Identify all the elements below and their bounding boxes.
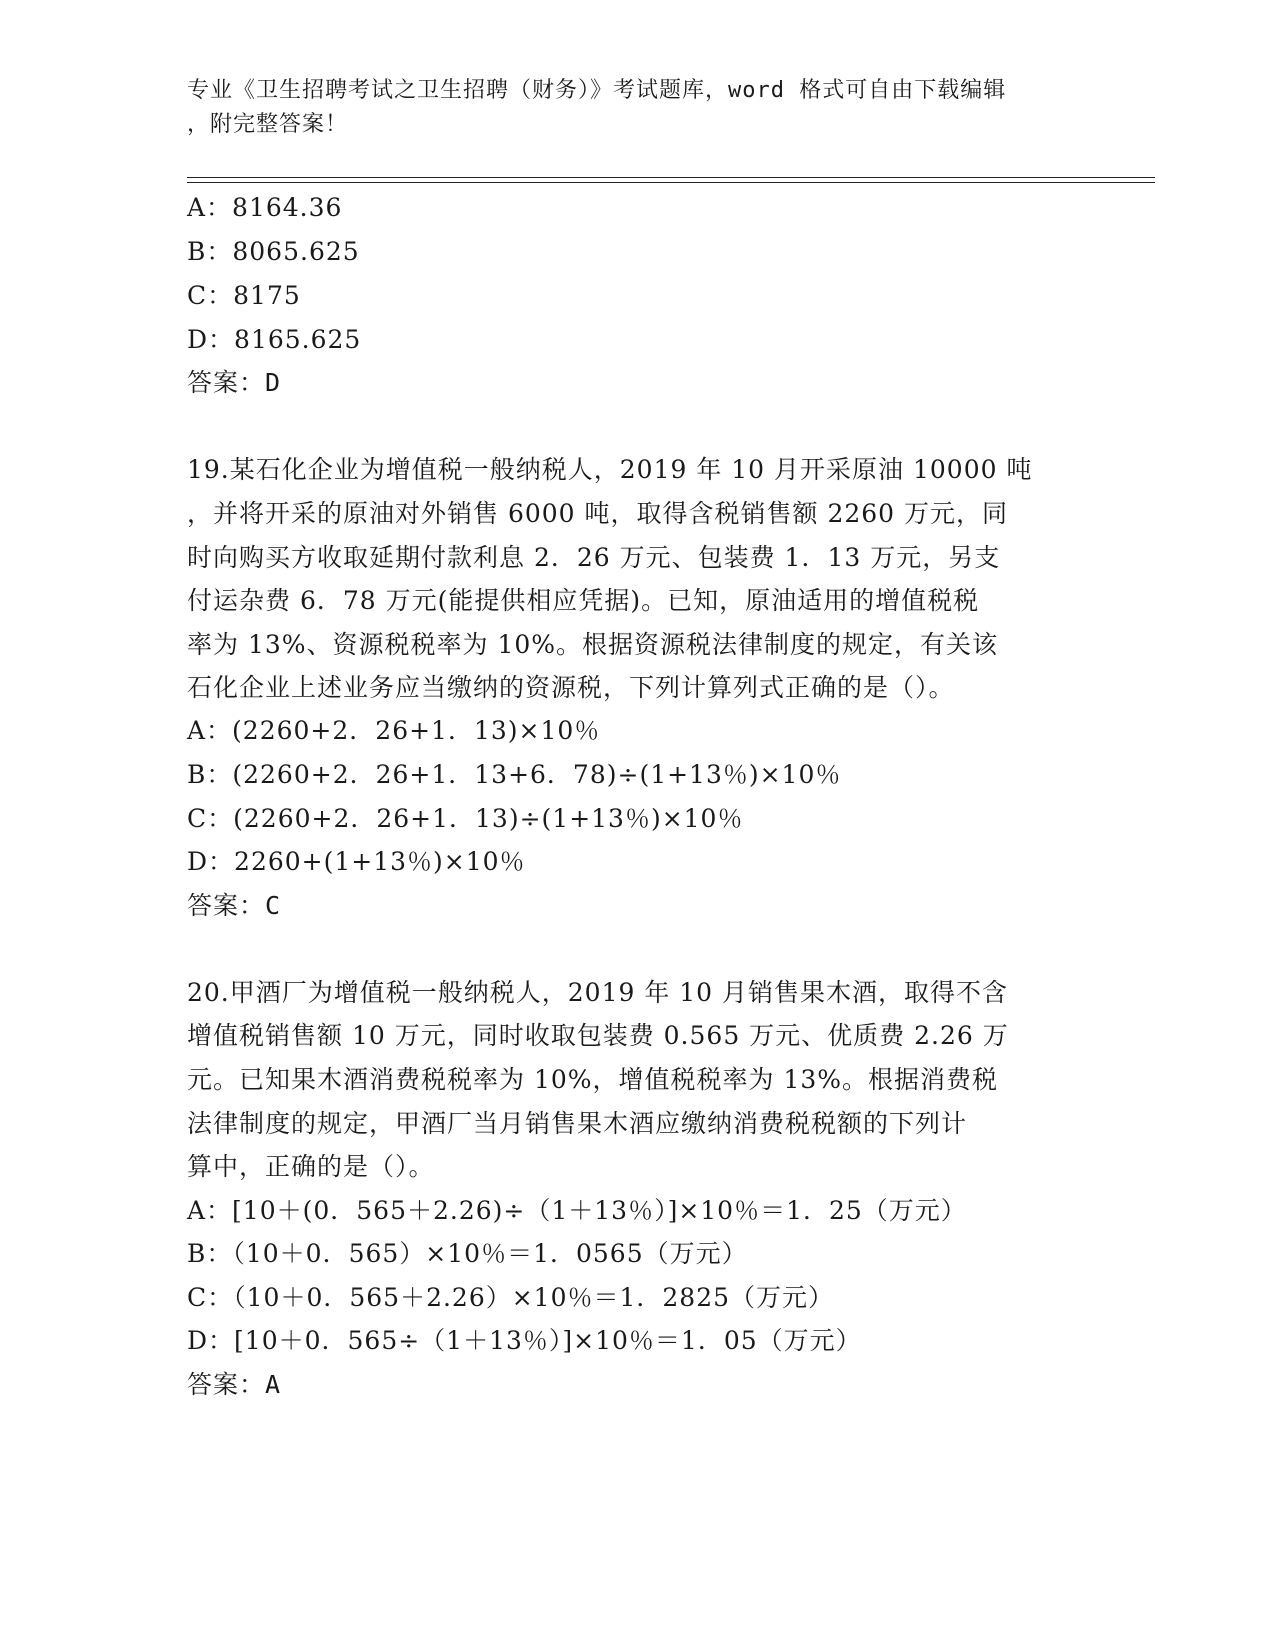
q19-option-a: A：(2260+2．26+1．13)×10％ [187, 716, 601, 745]
q18-option-d: D：8165.625 [187, 325, 362, 354]
q18-answer: 答案：D [187, 368, 282, 397]
q19-option-d: D：2260+(1+13％)×10％ [187, 847, 526, 876]
header-divider-bottom [187, 182, 1155, 183]
q20-stem-line-5: 算中，正确的是（）。 [187, 1152, 435, 1181]
document-header [187, 74, 1067, 142]
q18-option-a: A：8164.36 [187, 193, 343, 222]
q20-stem-line-2: 增值税销售额 10 万元，同时收取包装费 0.565 万元、优质费 2.26 万 [187, 1021, 1009, 1050]
q19-stem-line-4: 付运杂费 6．78 万元(能提供相应凭据)。已知，原油适用的增值税税 [187, 586, 980, 615]
q19-stem-line-2: ，并将开采的原油对外销售 6000 吨，取得含税销售额 2260 万元，同 [187, 499, 1009, 528]
q19-option-b: B：(2260+2．26+1．13+6．78)÷(1+13％)×10％ [187, 760, 842, 789]
q19-stem-line-3: 时向购买方收取延期付款利息 2．26 万元、包装费 1．13 万元，另支 [187, 543, 1001, 572]
q19-option-c: C：(2260+2．26+1．13)÷(1+13％)×10％ [187, 804, 744, 833]
q20-option-b: B：（10＋0．565）×10％＝1．0565（万元） [187, 1239, 748, 1268]
q20-stem-line-3: 元。已知果木酒消费税税率为 10%，增值税税率为 13%。根据消费税 [187, 1065, 999, 1094]
q19-answer: 答案：C [187, 891, 282, 920]
q20-answer: 答案：A [187, 1370, 282, 1399]
q19-stem-line-5: 率为 13%、资源税税率为 10%。根据资源税法律制度的规定，有关该 [187, 630, 999, 659]
q19-stem-line-6: 石化企业上述业务应当缴纳的资源税，下列计算列式正确的是（）。 [187, 673, 955, 702]
q18-option-b: B：8065.625 [187, 237, 360, 266]
q20-option-c: C：（10＋0．565＋2.26）×10％＝1．2825（万元） [187, 1283, 835, 1312]
q20-stem-line-1: 20.甲酒厂为增值税一般纳税人，2019 年 10 月销售果木酒，取得不含 [187, 978, 1009, 1007]
q18-option-c: C：8175 [187, 281, 301, 310]
q19-stem-line-1: 19.某石化企业为增值税一般纳税人，2019 年 10 月开采原油 10000 吨 [187, 455, 1033, 484]
q20-stem-line-4: 法律制度的规定，甲酒厂当月销售果木酒应缴纳消费税税额的下列计 [187, 1109, 968, 1138]
header-divider-top [187, 177, 1155, 178]
q20-option-d: D：[10＋0．565÷（1＋13％）]×10％＝1．05（万元） [187, 1326, 862, 1355]
q20-option-a: A：[10＋(0．565＋2.26)÷（1＋13％）]×10％＝1．25（万元） [187, 1196, 967, 1225]
header-line-2: ，附完整答案！ [187, 112, 349, 137]
header-line-1: 专业《卫生招聘考试之卫生招聘（财务）》考试题库，word 格式可自由下载编辑 [187, 78, 1007, 103]
